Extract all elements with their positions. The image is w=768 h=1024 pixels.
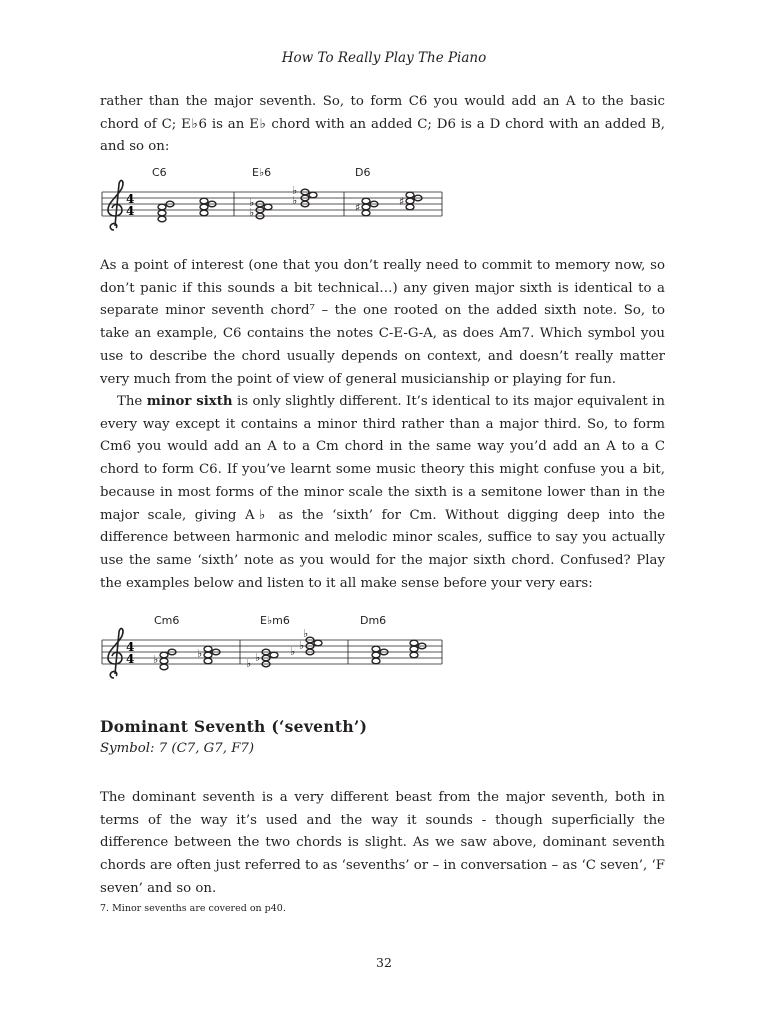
svg-text:♭: ♭ xyxy=(197,647,203,660)
chord-label: E♭m6 xyxy=(260,614,290,627)
svg-text:♭: ♭ xyxy=(249,196,255,209)
accidentals xyxy=(249,184,404,219)
staff-lines xyxy=(102,192,442,216)
chord-notes xyxy=(158,189,422,222)
music-example-minor-sixth-chords xyxy=(100,608,450,688)
svg-text:♯: ♯ xyxy=(355,201,361,214)
chord-label: Dm6 xyxy=(360,614,387,627)
svg-text:♯: ♯ xyxy=(399,195,405,208)
chord-label: C6 xyxy=(152,166,167,179)
svg-text:♭: ♭ xyxy=(303,627,309,640)
chord-label: D6 xyxy=(355,166,371,179)
time-signature-top: 4 xyxy=(126,640,135,654)
chord-label: Cm6 xyxy=(154,614,180,627)
term-minor-sixth: minor sixth xyxy=(146,394,233,409)
paragraph-3-rest: is only slightly different. It’s identical to its major equivalent in every way except it contains a minor third rather than a major third. So, to form Cm6 you would add an A to a Cm chord in the same way you’d add an A to a C chord to form C6. If you’ve learnt some music theory this might confuse you a bit, because in most forms of the minor scale the sixth is a semitone lower than in the major scale, giving A♭ as the ‘sixth’ for Cm. Without digging deep into the difference between harmonic and melodic minor scales, suffice to say you actually use the same ‘sixth’ note as you would for the major sixth chord. Confused? Play the examples below and listen to it all make sense before your very ears: xyxy=(100,394,665,591)
chord-label: E♭6 xyxy=(252,166,272,179)
svg-text:♭: ♭ xyxy=(246,657,252,670)
paragraph-2: As a point of interest (one that you don’t really need to commit to memory now, so don’t panic if this sounds a bit technical…) any given major sixth is identical to a separate minor seventh chord⁷ – the one rooted on the added sixth note. So, to take an example, C6 contains the notes C-E-G-A, as does Am7. Which symbol you use to describe the chord usually depends on context, and doesn’t really matter very much from the point of view of general musicianship or playing for fun. xyxy=(100,258,665,387)
running-header: How To Really Play The Piano xyxy=(281,50,487,66)
svg-text:♭: ♭ xyxy=(255,651,261,664)
svg-text:♭: ♭ xyxy=(153,653,159,666)
time-signature-bottom: 4 xyxy=(126,204,135,218)
svg-text:♭: ♭ xyxy=(292,194,298,207)
time-signature-bottom: 4 xyxy=(126,652,135,666)
paragraph-4: The dominant seventh is a very different beast from the major seventh, both in terms of the way it’s used and the way it sounds - though superficially the difference between the two chords is slight. As we saw above, dominant seventh chords are often just referred to as ‘sevenths’ or – in conversation – as ‘C seven’, ‘F seven’ and so on. xyxy=(100,790,665,896)
svg-text:♭: ♭ xyxy=(292,184,298,197)
accidentals xyxy=(153,627,308,670)
time-signature-top: 4 xyxy=(126,192,135,206)
page-number: 32 xyxy=(376,955,392,970)
music-example-sixth-chords xyxy=(100,160,450,240)
section-heading: Dominant Seventh (‘seventh’) xyxy=(100,717,368,736)
paragraph-3-start: The xyxy=(117,394,147,409)
chord-symbol-line: Symbol: 7 (C7, G7, F7) xyxy=(100,741,255,756)
treble-clef-icon xyxy=(108,181,123,230)
svg-text:♭: ♭ xyxy=(299,639,305,652)
treble-clef-icon xyxy=(108,629,123,678)
footnote: 7. Minor sevenths are covered on p40. xyxy=(100,903,286,914)
svg-text:♭: ♭ xyxy=(290,645,296,658)
paragraph-3 xyxy=(100,391,665,595)
paragraph-1: rather than the major seventh. So, to form C6 you would add an A to the basic chord of C; E♭6 is an E♭ chord with an added C; D6 is a D chord with an added B, and so on: xyxy=(100,94,665,155)
svg-text:♭: ♭ xyxy=(249,206,255,219)
